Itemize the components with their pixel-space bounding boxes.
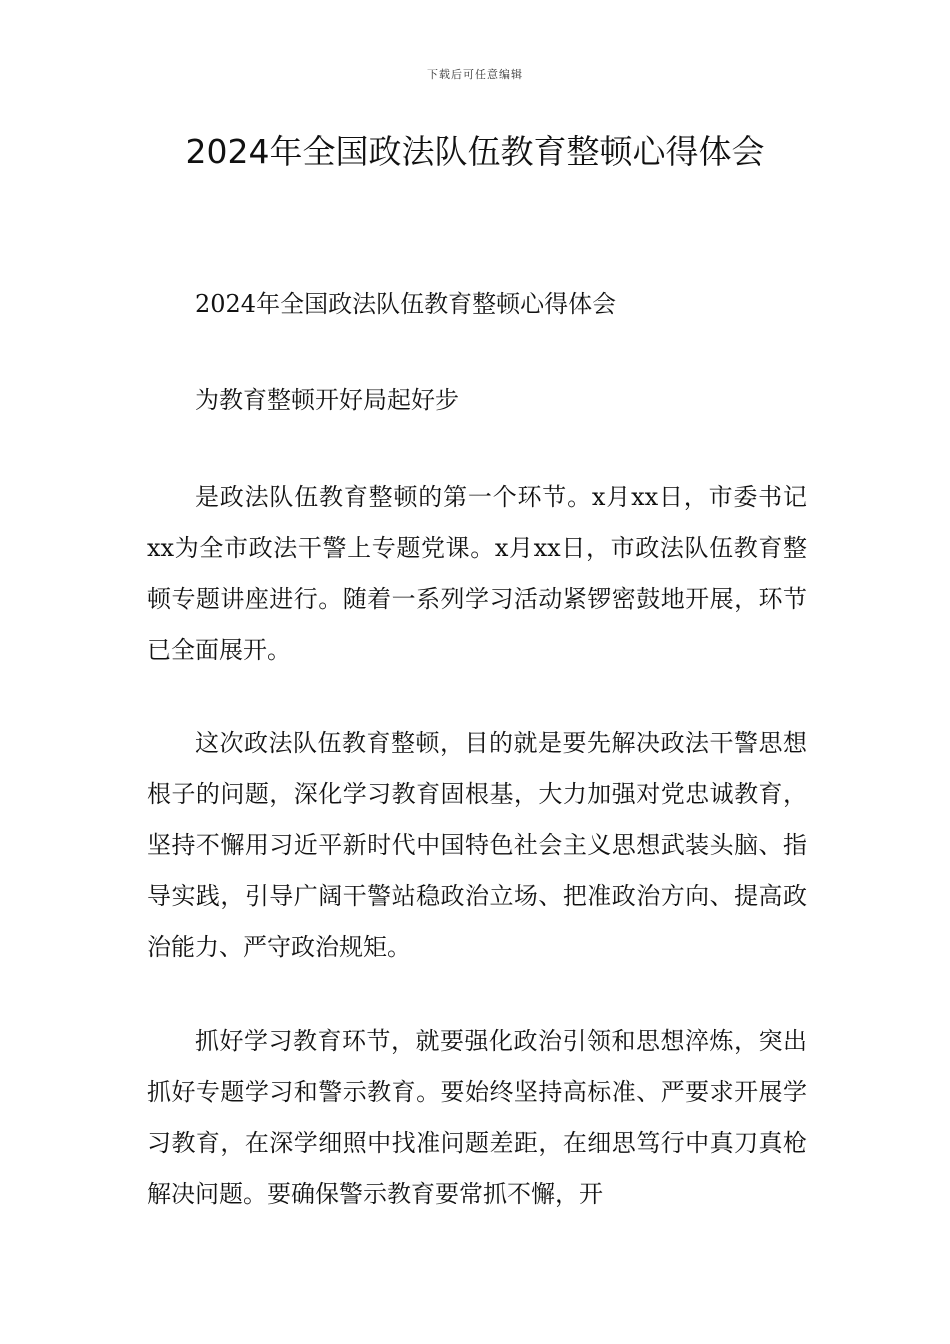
paragraph-1 xyxy=(147,472,807,676)
subtitle-text: 2024年全国政法队伍教育整顿心得体会 xyxy=(195,290,617,318)
paragraph-3 xyxy=(147,1016,807,1220)
paragraph-text: 抓好学习教育环节，就要强化政治引领和思想淬炼，突出抓好专题学习和警示教育。要始终坚持高标准、严要求开展学习教育，在深学细照中找准问题差距，在细思笃行中真刀真枪解决问题。要确保警示教育要常抓不懈，开 xyxy=(147,1027,807,1208)
section-heading-text: 为教育整顿开好局起好步 xyxy=(195,386,459,414)
section-heading xyxy=(147,375,807,426)
paragraph-text: 是政法队伍教育整顿的第一个环节。x月xx日，市委书记xx为全市政法干警上专题党课。x月xx日，市政法队伍教育整顿专题讲座进行。随着一系列学习活动紧锣密鼓地开展，环节已全面展开。 xyxy=(147,483,807,664)
paragraph-2 xyxy=(147,718,807,973)
paragraph-text: 这次政法队伍教育整顿，目的就是要先解决政法干警思想根子的问题，深化学习教育固根基，大力加强对党忠诚教育，坚持不懈用习近平新时代中国特色社会主义思想武装头脑、指导实践，引导广阔干警站稳政治立场、把准政治方向、提高政治能力、严守政治规矩。 xyxy=(147,729,807,961)
header-note: 下载后可任意编辑 xyxy=(427,68,523,81)
document-title: 2024年全国政法队伍教育整顿心得体会 xyxy=(185,132,765,171)
document-subtitle xyxy=(147,279,807,330)
